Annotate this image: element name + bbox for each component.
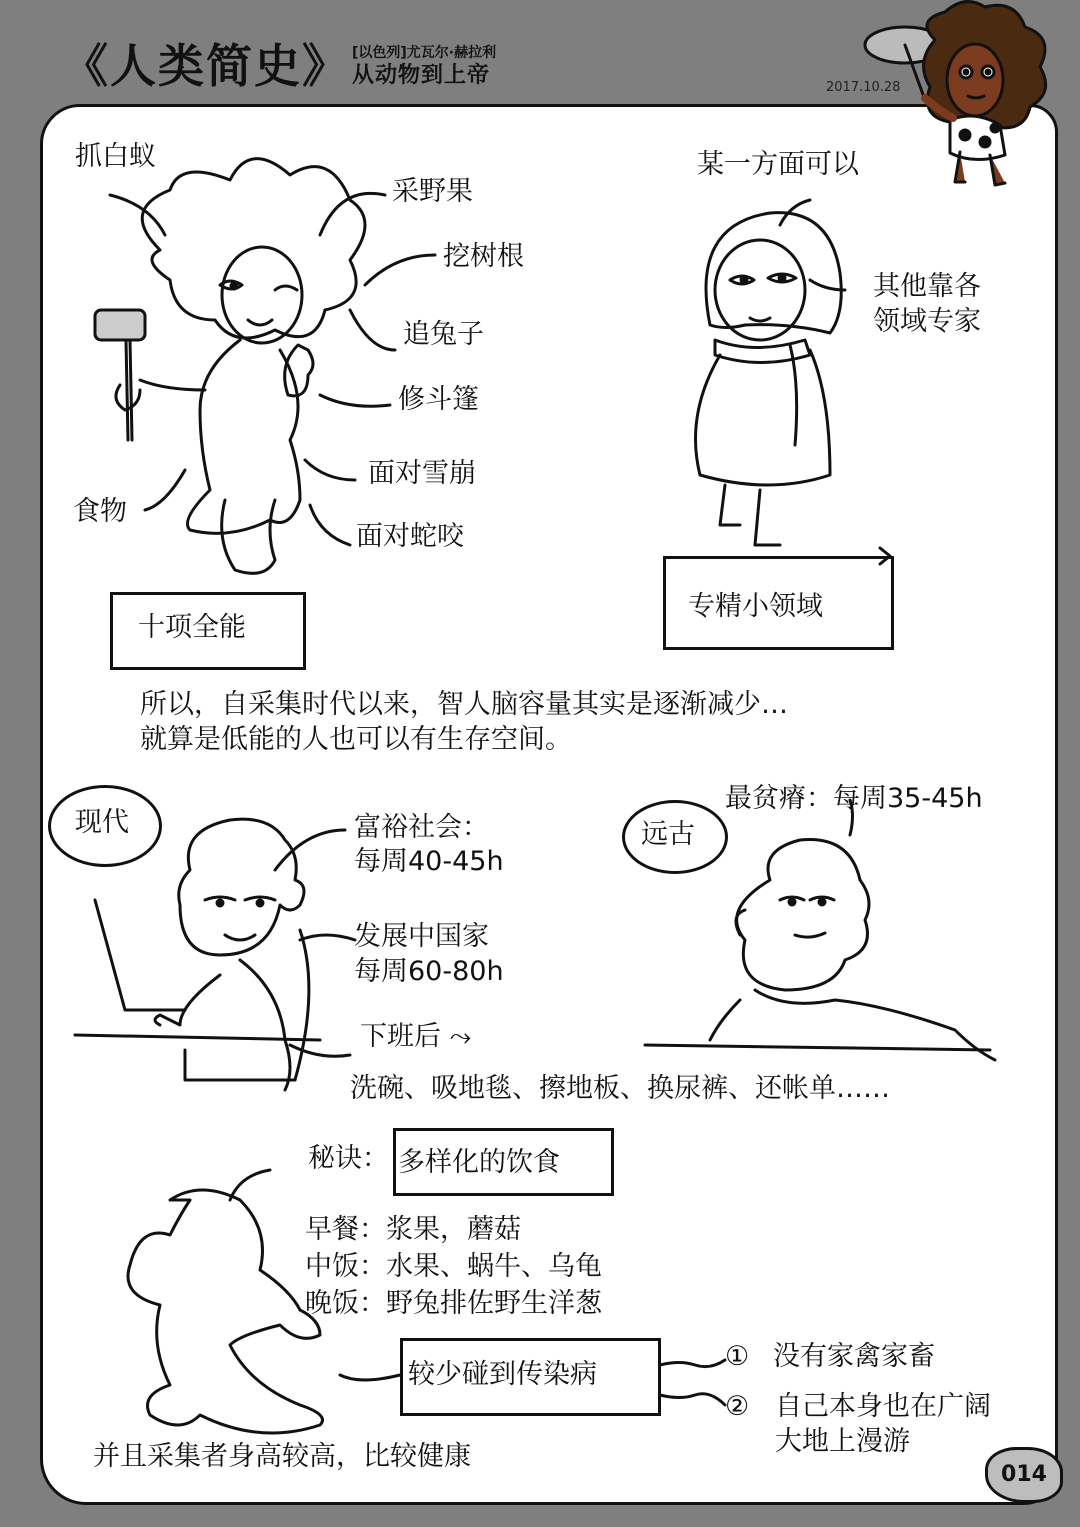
label-activity-2: 挖树根 [443, 241, 524, 272]
label-specialist-title: 某一方面可以 [697, 149, 859, 180]
label-activity-3: 追兔子 [403, 319, 484, 350]
box-fewer-diseases-label: 较少碰到传染病 [408, 1359, 597, 1390]
breakfast-line: 早餐：浆果，蘑菇 [305, 1214, 521, 1245]
label-activity-5: 面对雪崩 [368, 458, 476, 489]
reason1-text: 没有家禽家畜 [773, 1341, 935, 1372]
book-subtitle: 从动物到上帝 [352, 63, 491, 88]
lunch-line: 中饭：水果、蜗牛、乌龟 [305, 1251, 602, 1282]
label-catch-termites: 抓白蚁 [75, 141, 156, 172]
label-experts-line2: 领域专家 [873, 306, 981, 337]
label-experts-line1: 其他靠各 [873, 271, 981, 302]
book-author: [以色列]尤瓦尔·赫拉利 [352, 45, 497, 61]
secret-label: 秘诀： [308, 1143, 389, 1174]
box-diverse-diet-label: 多样化的饮食 [398, 1147, 560, 1178]
page-number: 014 [985, 1447, 1063, 1503]
developing-line2: 每周60-80h [354, 956, 504, 987]
after-work-label: 下班后 ⤳ [360, 1021, 472, 1052]
box-all-round-label: 十项全能 [138, 612, 246, 643]
poorest-label: 最贫瘠：每周35-45h [725, 783, 983, 814]
dinner-line: 晚饭：野兔排佐野生洋葱 [305, 1288, 602, 1319]
date-label: 2017.10.28 [826, 80, 901, 95]
reason2-line2: 大地上漫游 [775, 1426, 910, 1457]
ancient-label: 远古 [641, 819, 695, 850]
conclusion-line2: 就算是低能的人也可以有生存空间。 [140, 724, 572, 755]
reason1-number: ① [725, 1341, 750, 1372]
conclusion-line1: 所以，自采集时代以来，智人脑容量其实是逐渐减少… [140, 689, 788, 720]
label-activity-4: 修斗篷 [398, 384, 479, 415]
rich-society-line1: 富裕社会： [354, 812, 489, 843]
book-title: 《人类简史》 [62, 39, 350, 93]
label-activity-6: 面对蛇咬 [356, 521, 464, 552]
footer-note: 并且采集者身高较高，比较健康 [93, 1441, 471, 1472]
label-food: 食物 [73, 496, 127, 527]
rich-society-line2: 每周40-45h [354, 846, 504, 877]
reason2-number: ② [725, 1391, 750, 1422]
label-activity-1: 采野果 [392, 176, 473, 207]
developing-line1: 发展中国家 [354, 921, 489, 952]
chores-label: 洗碗、吸地毯、擦地板、换尿裤、还帐单…… [350, 1073, 890, 1104]
box-specialist-label: 专精小领域 [688, 591, 823, 622]
modern-label: 现代 [75, 807, 129, 838]
reason2-line1: 自己本身也在广阔 [775, 1391, 991, 1422]
